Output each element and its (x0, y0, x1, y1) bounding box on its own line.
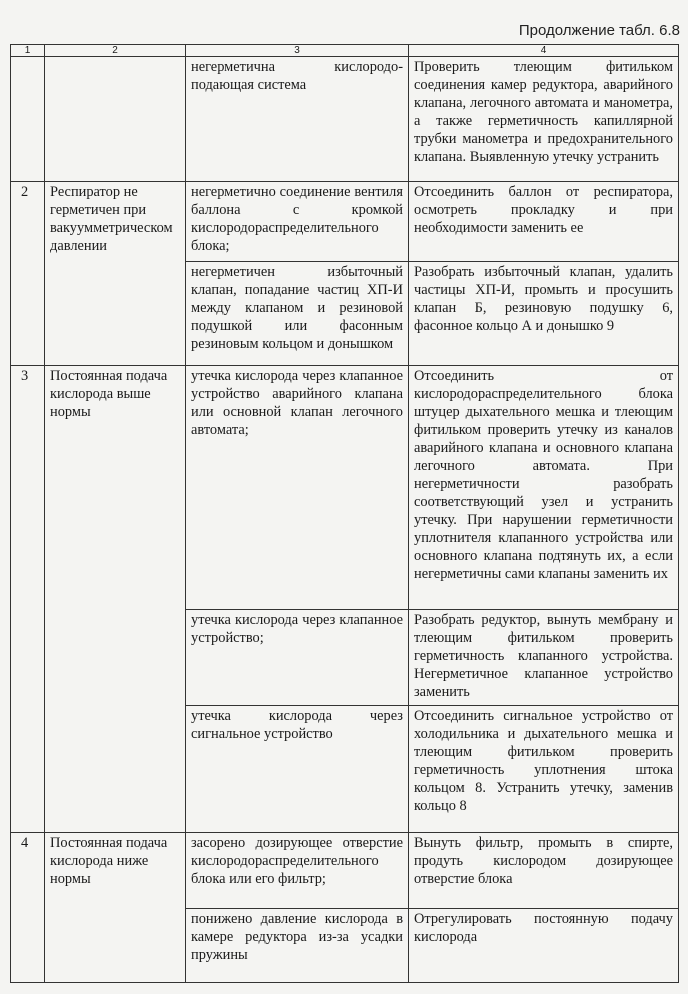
fault-cell: Постоянная подача кислорода ниже нормы (45, 833, 186, 909)
row-number-cell (11, 909, 45, 983)
table-row (11, 182, 679, 262)
fault-cell: Постоянная подача кислорода выше нормы (45, 366, 186, 610)
column-number: 2 (45, 45, 186, 57)
fault-cell: Респиратор не герметичен при вакуумметрическом давлении (45, 182, 186, 262)
remedy-cell: Разобрать избыточный клапан, удалить частицы ХП-И, промыть и просушить клапан Б, резиновую подушку 6, фасонное кольцо А и донышко 9 (409, 262, 679, 366)
table-row (11, 262, 679, 366)
fault-cell (45, 706, 186, 833)
cause-cell: понижено давление кислорода в камере редуктора из-за усадки пружины (186, 909, 409, 983)
cause-cell: засорено дозирующее отверстие кислородораспределительного блока или его фильтр; (186, 833, 409, 909)
table-row (11, 909, 679, 983)
column-number: 3 (186, 45, 409, 57)
row-number-cell: 4 (11, 833, 45, 909)
cause-cell: утечка кислорода через клапанное устройство аварийного клапана или основной клапан легочного автомата; (186, 366, 409, 610)
row-number-cell: 3 (11, 366, 45, 610)
cause-cell: негерметично соединение вентиля баллона с кромкой кислородораспределительного блока; (186, 182, 409, 262)
malfunction-table (10, 44, 679, 983)
remedy-cell: Отсоединить баллон от респиратора, осмотреть прокладку и при необходимости заменить ее (409, 182, 679, 262)
row-number-cell (11, 610, 45, 706)
remedy-cell: Вынуть фильтр, промыть в спирте, продуть кислородом дозирующее отверстие блока (409, 833, 679, 909)
remedy-cell: Проверить тлеющим фитильком соединения камер редуктора, аварийного клапана, легочного автомата и манометра, а также герметичность капиллярной трубки манометра и предохранительного клапана. Выявленную утечку устранить (409, 57, 679, 182)
remedy-cell: Разобрать редуктор, вынуть мембрану и тлеющим фитильком проверить герметичность клапанного устройства. Негерметичное клапанное устройство заменить (409, 610, 679, 706)
remedy-cell: Отрегулировать постоянную подачу кислорода (409, 909, 679, 983)
remedy-cell: Отсоединить от кислородораспределительного блока штуцер дыхательного мешка и тлеющим фитильком проверить утечку из каналов аварийного клапана и основного клапана легочного автомата. При негерметичности разобрать соответствующий узел и устранить утечку. При нарушении герметичности уплотнителя клапанного устройства или основного клапана подтянуть их, а если негерметичны сами клапаны заменить их (409, 366, 679, 610)
column-number: 1 (11, 45, 45, 57)
table-row (11, 610, 679, 706)
row-number-cell (11, 57, 45, 182)
column-number-row (11, 45, 679, 57)
table-row (11, 366, 679, 610)
table-caption: Продолжение табл. 6.8 (518, 22, 680, 39)
table-row (11, 57, 679, 182)
row-number-cell (11, 706, 45, 833)
cause-cell: негерметичен избыточный клапан, попадание частиц ХП-И между клапаном и резиновой подушкой или фасонным резиновым кольцом и донышком (186, 262, 409, 366)
remedy-cell: Отсоединить сигнальное устройство от холодильника и дыхательного мешка и тлеющим фитильком проверить герметичность уплотнения штока кольцом 8. Устранить утечку, заменив кольцо 8 (409, 706, 679, 833)
row-number-cell (11, 262, 45, 366)
fault-cell (45, 57, 186, 182)
cause-cell: утечка кислорода через клапанное устройство; (186, 610, 409, 706)
row-number-cell: 2 (11, 182, 45, 262)
cause-cell: утечка кислорода через сигнальное устройство (186, 706, 409, 833)
fault-cell (45, 262, 186, 366)
fault-cell (45, 909, 186, 983)
column-number: 4 (409, 45, 679, 57)
fault-cell (45, 610, 186, 706)
cause-cell: негерметична кислородо-подающая система (186, 57, 409, 182)
table-row (11, 833, 679, 909)
table-row (11, 706, 679, 833)
